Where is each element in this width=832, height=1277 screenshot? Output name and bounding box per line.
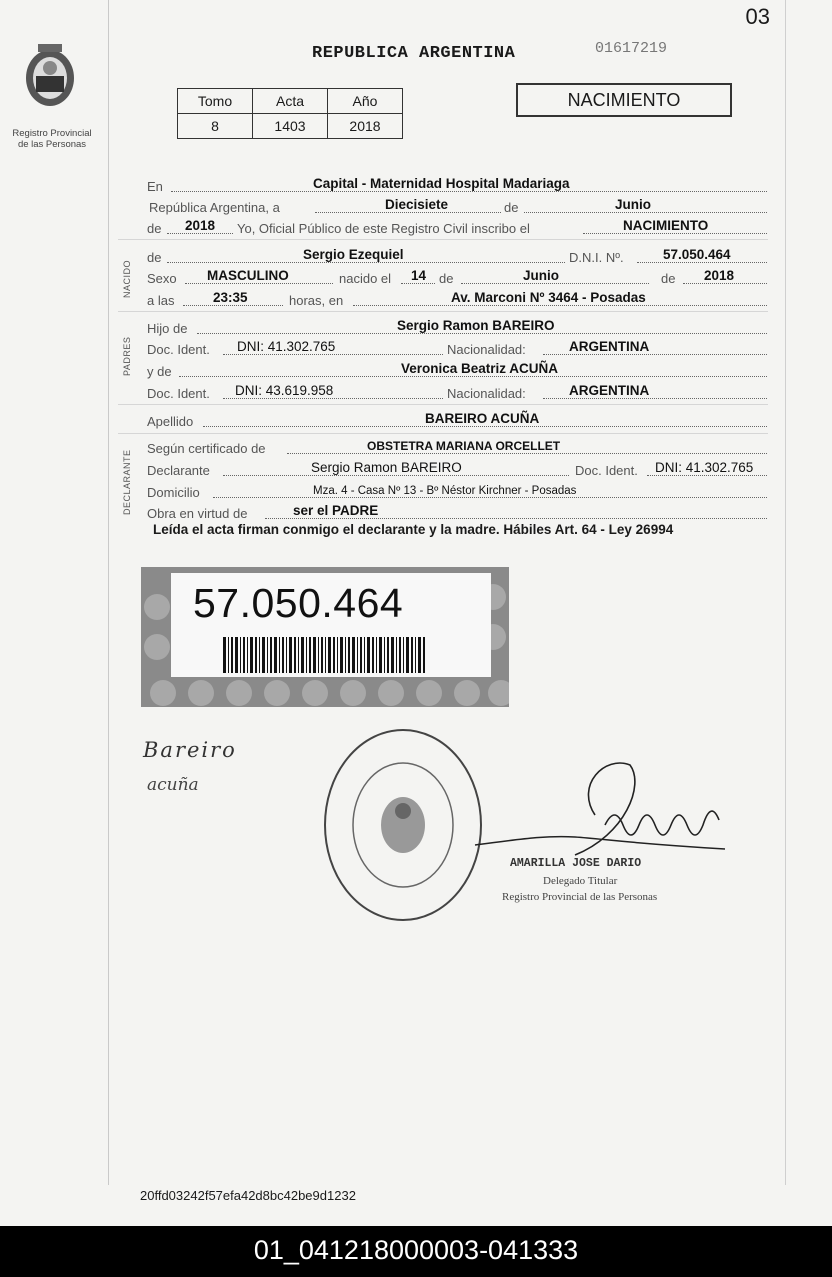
value-day-words: Diecisiete	[385, 197, 449, 212]
country-title: REPUBLICA ARGENTINA	[312, 44, 516, 63]
row-place	[147, 176, 767, 194]
coat-of-arms-icon	[14, 40, 86, 112]
row-inscribo	[147, 218, 767, 236]
table-header-anio: Año	[328, 89, 403, 114]
record-type-box: NACIMIENTO	[516, 83, 732, 117]
label-en: En	[147, 179, 163, 194]
value-father-doc: DNI: 41.302.765	[237, 339, 336, 354]
footer-id: 01_041218000003-041333	[0, 1226, 832, 1277]
official-title: Delegado Titular	[543, 875, 618, 887]
value-mother-nationality: ARGENTINA	[569, 383, 650, 398]
value-child-name: Sergio Ezequiel	[303, 247, 404, 262]
label-de-year: de	[147, 221, 162, 236]
value-birth-day: 14	[411, 268, 427, 283]
label-declarante: Declarante	[147, 463, 210, 478]
serial-number: 01617219	[595, 40, 668, 57]
value-declarant-doc: DNI: 41.302.765	[655, 460, 754, 475]
register-table	[177, 88, 403, 139]
value-mother-doc: DNI: 43.619.958	[235, 383, 334, 398]
table-header-acta: Acta	[253, 89, 328, 114]
row-father	[147, 318, 767, 336]
official-office: Registro Provincial de las Personas	[502, 891, 658, 903]
row-certificate	[147, 438, 767, 456]
label-y-de: y de	[147, 364, 172, 379]
legend-text: Leída el acta firman conmigo el declarante y la madre. Hábiles Art. 64 - Ley 26994	[153, 522, 674, 537]
row-mother	[147, 361, 767, 379]
label-inscribo: Yo, Oficial Público de este Registro Civil inscribo el	[237, 221, 530, 236]
row-declarant	[147, 460, 767, 478]
value-father-name: Sergio Ramon BAREIRO	[397, 318, 555, 333]
table-value-tomo: 8	[178, 114, 253, 139]
value-mother-name: Veronica Beatriz ACUÑA	[401, 361, 559, 376]
row-time-place	[147, 290, 767, 308]
label-de2: de	[439, 271, 454, 286]
value-birth-year: 2018	[704, 268, 735, 283]
value-birth-place: Av. Marconi Nº 3464 - Posadas	[451, 290, 646, 305]
value-year: 2018	[185, 218, 216, 233]
value-birth-time: 23:35	[213, 290, 248, 305]
label-dni: D.N.I. Nº.	[569, 250, 624, 265]
side-label-birth: NACIDO	[122, 259, 132, 298]
value-birth-month: Junio	[523, 268, 559, 283]
label-doc-ident-mother: Doc. Ident.	[147, 386, 210, 401]
side-label-declarant: DECLARANTE	[122, 449, 132, 515]
label-nationality-father: Nacionalidad:	[447, 342, 526, 357]
value-certificate: OBSTETRA MARIANA ORCELLET	[367, 439, 561, 453]
official-name: AMARILLA JOSE DARIO	[510, 857, 642, 870]
table-value-anio: 2018	[328, 114, 403, 139]
label-de: de	[504, 200, 519, 215]
label-horas-en: horas, en	[289, 293, 344, 308]
table-value-acta: 1403	[253, 114, 328, 139]
label-domicilio: Domicilio	[147, 485, 200, 500]
label-doc-ident-declarant: Doc. Ident.	[575, 463, 638, 478]
row-mother-doc	[147, 383, 767, 401]
barcode-number: 57.050.464	[193, 580, 404, 626]
value-by-virtue: ser el PADRE	[293, 503, 379, 518]
label-apellido: Apellido	[147, 414, 194, 429]
value-sex: MASCULINO	[207, 268, 289, 283]
left-margin-line	[108, 0, 109, 1185]
document-hash: 20ffd03242f57efa42d8bc42be9d1232	[140, 1188, 356, 1203]
label-name-de: de	[147, 250, 162, 265]
label-nacido: nacido el	[339, 271, 392, 286]
value-father-nationality: ARGENTINA	[569, 339, 650, 354]
handwritten-surname-1: Bareiro	[143, 738, 237, 762]
page-number: 03	[745, 4, 770, 29]
label-segun: Según certificado de	[147, 441, 266, 456]
value-child-dni: 57.050.464	[663, 247, 731, 262]
row-surname	[147, 411, 767, 429]
label-nationality-mother: Nacionalidad:	[447, 386, 526, 401]
side-label-parents: PADRES	[122, 336, 132, 376]
right-margin-line	[785, 0, 786, 1185]
label-obra: Obra en virtud de	[147, 506, 248, 521]
label-hijo-de: Hijo de	[147, 321, 188, 336]
value-month: Junio	[615, 197, 651, 212]
row-child-name	[147, 247, 767, 265]
row-father-doc	[147, 339, 767, 357]
label-a-las: a las	[147, 293, 175, 308]
row-by-virtue	[147, 503, 767, 521]
value-surname: BAREIRO ACUÑA	[425, 411, 540, 426]
label-doc-ident-father: Doc. Ident.	[147, 342, 210, 357]
table-header-tomo: Tomo	[178, 89, 253, 114]
row-sex	[147, 268, 767, 286]
row-date	[147, 197, 767, 215]
registry-name: Registro Provincial de las Personas	[12, 128, 92, 150]
label-de3: de	[661, 271, 676, 286]
row-address	[147, 482, 767, 500]
label-sexo: Sexo	[147, 271, 177, 286]
value-place: Capital - Maternidad Hospital Madariaga	[313, 176, 570, 191]
value-event: NACIMIENTO	[623, 218, 709, 233]
value-declarant: Sergio Ramon BAREIRO	[311, 460, 462, 475]
handwritten-surname-2: acuña	[147, 775, 199, 795]
value-address: Mza. 4 - Casa Nº 13 - Bº Néstor Kirchner - Posadas	[313, 485, 577, 497]
label-republic-a: República Argentina, a	[149, 200, 280, 215]
